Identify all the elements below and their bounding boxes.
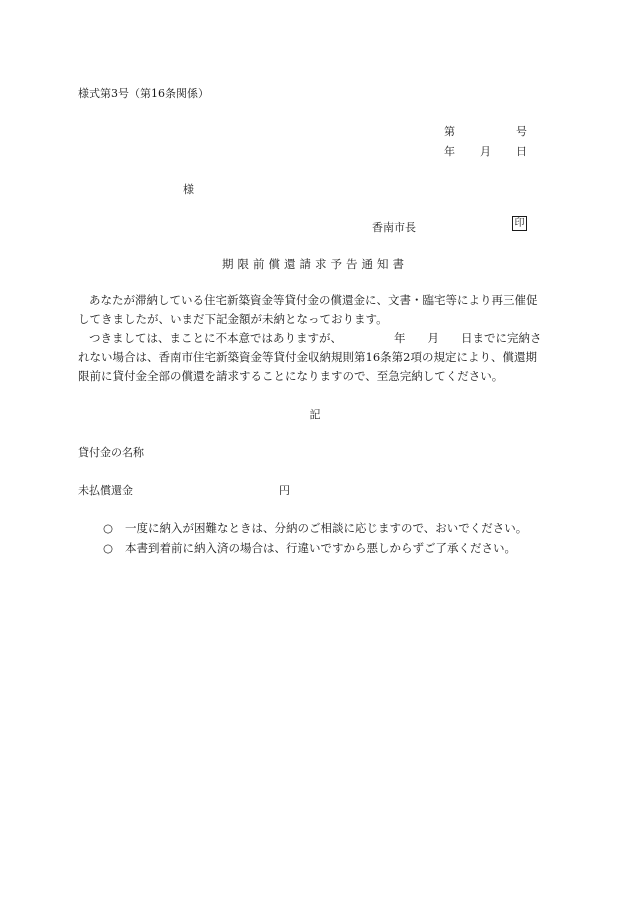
document-title: 期限前償還請求予告通知書 [222, 257, 408, 271]
date-day-label: 日 [516, 145, 527, 158]
note-item [103, 538, 527, 558]
loan-name-label: 貸付金の名称 [78, 446, 144, 459]
paragraph-1-line-2: してきましたが、いまだ下記金額が未納となっております。 [78, 312, 388, 326]
note-item [103, 518, 527, 538]
paragraph-2-line-1 [78, 329, 550, 348]
note-bullet: ○ [103, 521, 114, 535]
paragraph-2-line-3: 限前に貸付金全部の償還を請求することになりますので、至急完納してください。 [78, 369, 504, 383]
unpaid-amount-label: 未払償還金 [78, 484, 133, 497]
note-text: 本書到着前に納入済の場合は、行違いですから悪しからずご了承ください。 [125, 541, 516, 555]
yen-unit: 円 [279, 484, 290, 497]
paragraph-2-year-label: 年 [394, 331, 406, 345]
ki-heading: 記 [309, 408, 321, 421]
issuer-name: 香南市長 [372, 221, 416, 234]
date-year-label: 年 [444, 145, 455, 158]
paragraph-2-month-label: 月 [427, 331, 439, 345]
document-number-suffix: 号 [516, 125, 527, 138]
paragraph-1-line-1: あなたが滞納している住宅新築資金等貸付金の償還金に、文書・臨宅等により再三催促 [89, 293, 538, 307]
paragraph-2-line-2: れない場合は、香南市住宅新築資金等貸付金収納規則第16条第2項の規定により、償還期 [78, 350, 537, 364]
note-bullet: ○ [103, 541, 114, 555]
seal-mark: 印 [512, 216, 527, 231]
paragraph-1 [78, 291, 550, 329]
paragraph-2-line-1-start: つきましては、まことに不本意ではありますが、 [89, 331, 342, 345]
addressee-honorific: 様 [183, 183, 194, 196]
form-number: 様式第3号（第16条関係） [78, 87, 209, 100]
paragraph-2 [78, 329, 550, 386]
document-number-label: 第 [444, 125, 455, 138]
notes-list [103, 518, 527, 558]
note-text: 一度に納入が困難なときは、分納のご相談に応じますので、おいでください。 [125, 521, 528, 535]
paragraph-2-line-1-end: 日までに完納さ [461, 331, 542, 345]
date-month-label: 月 [480, 145, 491, 158]
